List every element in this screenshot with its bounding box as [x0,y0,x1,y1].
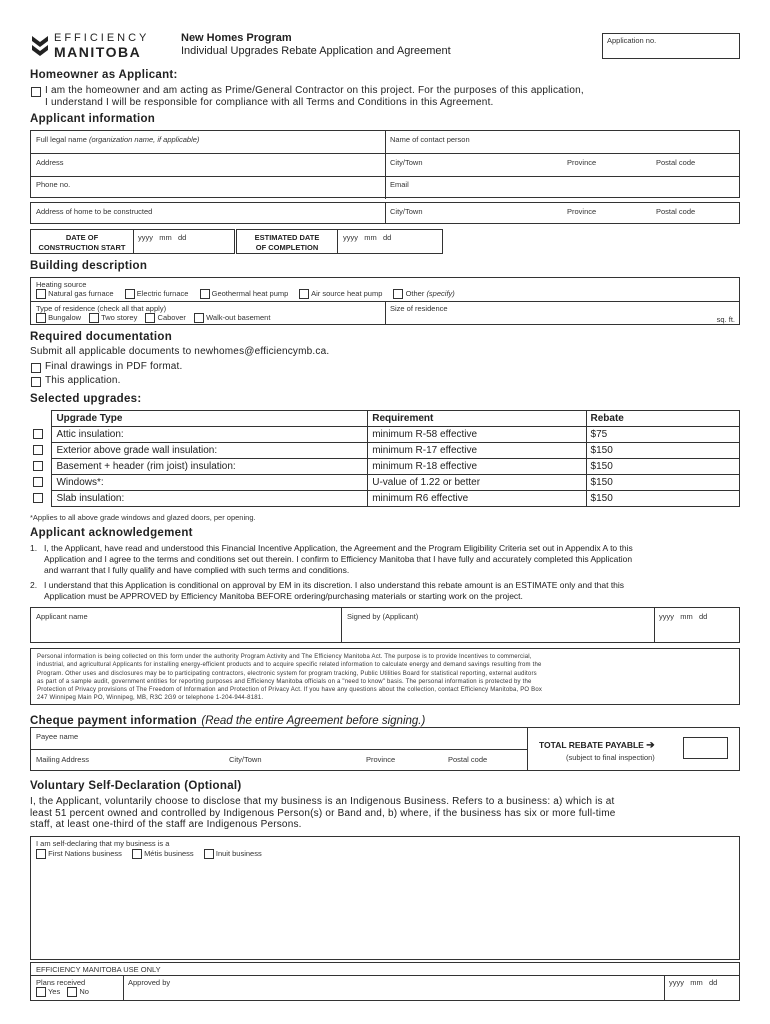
approved-date-field[interactable]: yyyy mm dd [669,978,718,987]
residence-cabover-label: Cabover [157,313,186,322]
heating-electric-label: Electric furnace [136,289,189,298]
upgrade-type: Windows*: [52,475,368,491]
plans-no-checkbox[interactable] [67,987,77,997]
upgrades-heading: Selected upgrades: [30,393,142,405]
upgrade-basement-checkbox[interactable] [33,461,43,471]
metis-checkbox[interactable] [132,849,142,859]
mailing-address-field[interactable]: Mailing Address [36,755,89,764]
upgrade-requirement: minimum R-17 effective [368,443,586,459]
heating-natural-gas-checkbox[interactable] [36,289,46,299]
cheque-province-field[interactable]: Province [366,755,396,764]
plans-yes-label: Yes [47,987,61,996]
heating-source-label: Heating source [36,280,87,289]
cheque-heading-note: (Read the entire Agreement before signing.) [201,715,426,727]
total-rebate-label [539,740,655,751]
program-subtitle: Individual Upgrades Rebate Application and Agreement [181,45,451,57]
home-postal-field[interactable]: Postal code [656,207,696,216]
upgrades-footnote: *Applies to all above grade windows and glazed doors, per opening. [30,513,256,522]
ack-item2-line1: I understand that this Application is conditional on approval by EM in its discretion. I also understand this rebate amount is an ESTIMATE only and that this [44,580,625,590]
office-use-box [30,962,740,1001]
completion-date-label [237,233,337,253]
applicant-name-field[interactable]: Applicant name [36,612,88,621]
upgrade-type: Slab insulation: [52,491,368,507]
privacy-line6: 247 Winnipeg Main PO, Winnipeg, MB, R3C 2G9 or telephone 1-204-944-8181. [37,695,264,702]
homeowner-statement-line2: I understand I will be responsible for compliance with all Terms and Conditions in this Agreement. [45,97,494,108]
heating-natural-gas-label: Natural gas furnace [48,289,114,298]
home-city-field[interactable]: City/Town [390,207,423,216]
homeowner-statement-line1: I am the homeowner and am acting as Prime/General Contractor on this project. For the purposes of this application, [45,85,584,96]
residence-two-storey-label: Two storey [101,313,138,322]
first-nations-label: First Nations business [48,849,122,858]
heating-other-label: Other [405,289,425,298]
ack-item1-line3: and warrant that I fully qualify and have complied with such terms and conditions. [44,565,350,575]
heating-air-source-label: Air source heat pump [311,289,383,298]
upgrade-rebate: $150 [586,443,739,459]
completion-label-line2: OF COMPLETION [255,243,319,252]
cheque-heading-text: Cheque payment information [30,715,197,727]
postal-code-field[interactable]: Postal code [656,158,696,167]
residence-type-label: Type of residence (check all that apply) [36,304,167,313]
upgrade-windows-checkbox[interactable] [33,477,43,487]
signature-field[interactable]: Signed by (Applicant) [347,612,419,621]
homeowner-heading: Homeowner as Applicant: [30,69,178,81]
payee-name-field[interactable]: Payee name [36,732,79,741]
size-of-residence-field[interactable] [390,304,735,322]
upgrade-type: Basement + header (rim joist) insulation: [52,459,368,475]
logo-line1: EFFICIENCY [54,32,150,44]
self-declaration-box [30,836,740,960]
total-rebate-text: TOTAL REBATE PAYABLE [539,740,644,750]
first-nations-checkbox[interactable] [36,849,46,859]
documentation-heading: Required documentation [30,331,173,343]
cheque-postal-field[interactable]: Postal code [448,755,488,764]
upgrade-attic-checkbox[interactable] [33,429,43,439]
applicant-info-heading: Applicant information [30,113,156,125]
completion-label-line1: ESTIMATED DATE [254,233,320,242]
office-use-heading: EFFICIENCY MANITOBA USE ONLY [36,965,161,974]
col-rebate: Rebate [586,411,739,427]
upgrades-table [30,410,740,507]
acknowledgement-heading: Applicant acknowledgement [30,527,193,539]
heating-other-specify: (specify) [426,289,455,298]
residence-walkout-checkbox[interactable] [194,313,204,323]
upgrade-requirement: U-value of 1.22 or better [368,475,586,491]
inuit-label: Inuit business [215,849,262,858]
voluntary-line1: I, the Applicant, voluntarily choose to disclose that my business is an Indigenous Business. Refers to a business: a) which is at [30,796,615,807]
table-row [30,491,740,507]
doc-application-checkbox[interactable] [31,377,41,387]
cheque-form [30,727,740,771]
residence-bungalow-checkbox[interactable] [36,313,46,323]
heating-geothermal-checkbox[interactable] [200,289,210,299]
upgrade-requirement: minimum R6 effective [368,491,586,507]
address-field[interactable]: Address [36,158,64,167]
privacy-line1: Personal information is being collected on this form under the authority Program Activity and The Efficiency Manitoba Act. The purpose is to provide Incentives to commercial, [37,654,532,660]
heating-air-source-checkbox[interactable] [299,289,309,299]
upgrade-rebate: $150 [586,459,739,475]
total-rebate-input[interactable] [683,737,728,759]
size-of-residence-label: Size of residence [390,304,448,313]
voluntary-heading: Voluntary Self-Declaration (Optional) [30,780,242,792]
upgrade-requirement: minimum R-58 effective [368,427,586,443]
table-row [30,459,740,475]
doc-drawings-label: Final drawings in PDF format. [45,361,183,372]
upgrade-requirement: minimum R-18 effective [368,459,586,475]
logo [30,32,160,60]
indigenous-options [36,849,262,859]
province-field[interactable]: Province [567,158,597,167]
residence-cabover-checkbox[interactable] [145,313,155,323]
contact-name-label: Name of contact person [390,135,470,144]
residence-options [36,313,270,323]
email-field[interactable]: Email [390,180,409,189]
home-address-form [30,202,740,224]
table-row [30,475,740,491]
start-date-input[interactable]: yyyy mm dd [138,233,187,242]
voluntary-text [30,796,745,831]
heating-electric-checkbox[interactable] [125,289,135,299]
signature-date-field[interactable]: yyyy mm dd [659,612,708,621]
ack-item1-line2: Application and I agree to the terms and conditions set out therein. I confirm to Efficiency Manitoba that I have fully and accurately completed this Application [44,554,633,564]
full-legal-name-label: Full legal name [36,135,87,144]
building-form [30,277,740,325]
upgrades-header-row [30,411,740,427]
start-date-label-line2: CONSTRUCTION START [38,243,126,252]
col-upgrade-type: Upgrade Type [52,411,368,427]
total-rebate-note: (subject to final inspection) [566,753,655,762]
application-no-label: Application no. [607,36,657,45]
privacy-line2: industrial, and agricultural Applicants for installing energy-efficient products and to acquire specific related information to calculate energy and demand savings resulting from the [37,662,542,669]
application-no-field[interactable] [602,33,740,59]
ack-item2: 2. I understand that this Application is conditional on approval by EM in its discretion. I also understand this rebate amount is an ESTIMATE only and that this Application must be APPROVED by Efficiency Manitoba BEFORE ordering/purchasing materials or starting work on the project. [30,580,740,602]
completion-date-input[interactable]: yyyy mm dd [343,233,392,242]
approved-by-field[interactable]: Approved by [128,978,171,987]
size-unit: sq. ft. [716,315,735,324]
inuit-checkbox[interactable] [204,849,214,859]
contact-name-field[interactable] [390,135,735,151]
org-note: (organization name, if applicable) [88,135,200,144]
city-town-field[interactable]: City/Town [390,158,423,167]
heating-other-checkbox[interactable] [393,289,403,299]
upgrade-type: Exterior above grade wall insulation: [52,443,368,459]
start-date-label-line1: DATE OF [65,233,99,242]
cheque-city-field[interactable]: City/Town [229,755,262,764]
table-row [30,443,740,459]
privacy-notice [30,648,740,705]
completion-date [236,229,443,254]
upgrade-exterior-wall-checkbox[interactable] [33,445,43,455]
plans-yes-checkbox[interactable] [36,987,46,997]
building-heading: Building description [30,260,148,272]
ack-item1: 1. I, the Applicant, have read and understood this Financial Incentive Application, the Agreement and the Program Eligibility Criteria set out in Appendix A to this Application and I agree to the terms and conditions set out therein. I confirm to Efficiency Manitoba that I have fully and accurately completed this Application and warrant that I fully qualify and have complied with such terms and conditions. [30,543,740,576]
doc-application-label: This application. [45,375,121,386]
plans-received-label: Plans received [36,978,86,987]
self-declaring-label: I am self-declaring that my business is a [36,839,170,848]
residence-two-storey-checkbox[interactable] [89,313,99,323]
full-legal-name-field[interactable] [36,135,381,151]
privacy-line4: as part of a sample audit, government entities for reporting purposes and Efficiency Manitoba officials on a "need to know" basis. The personal information is protected by the [37,678,532,685]
homeowner-checkbox[interactable] [31,87,41,97]
program-title: New Homes Program [181,32,292,44]
arrow-right-icon: ➔ [646,740,655,751]
plans-no-label: No [79,987,89,996]
residence-bungalow-label: Bungalow [48,313,82,322]
phone-field[interactable]: Phone no. [36,180,71,189]
ack-item2-line2: Application must be APPROVED by Efficiency Manitoba BEFORE ordering/purchasing materials or starting work on the project. [44,591,523,601]
heating-options [36,289,455,299]
logo-line2: MANITOBA [54,44,142,60]
residence-walkout-label: Walk-out basement [206,313,271,322]
efficiency-manitoba-chevron-icon [30,34,50,60]
upgrade-rebate: $150 [586,475,739,491]
ack-item1-line1: I, the Applicant, have read and understood this Financial Incentive Application, the Agreement and the Program Eligibility Criteria set out in Appendix A to this [44,543,633,553]
upgrade-rebate: $150 [586,491,739,507]
upgrade-rebate: $75 [586,427,739,443]
privacy-line5: Protection of Privacy provisions of The Freedom of Information and Protection of Privacy Act. If you have any questions about the collection, contact Efficiency Manitoba, PO Box [37,687,543,694]
table-row [30,427,740,443]
home-province-field[interactable]: Province [567,207,597,216]
applicant-info-form [30,130,740,198]
start-date-label [31,233,133,253]
home-address-field[interactable]: Address of home to be constructed [36,207,153,216]
plans-received-options [36,987,89,997]
voluntary-line3: staff, at least one-third of the staff are Indigenous Persons. [30,819,302,830]
col-requirement: Requirement [368,411,586,427]
heating-geothermal-label: Geothermal heat pump [211,289,289,298]
privacy-line3: Program. Other uses and disclosures may be to participating contractors, electronic system for program tracking, Public Utilities Board for statistical reporting, external auditors [37,670,537,677]
doc-drawings-checkbox[interactable] [31,363,41,373]
documentation-intro: Submit all applicable documents to newhomes@efficiencymb.ca. [30,346,330,357]
signature-row [30,607,740,643]
voluntary-line2: least 51 percent owned and controlled by Indigenous Person(s) or Band and, b) where, if the business has six or more full-time [30,807,616,819]
upgrade-slab-checkbox[interactable] [33,493,43,503]
upgrade-type: Attic insulation: [52,427,368,443]
construction-start-date [30,229,235,254]
metis-label: Métis business [144,849,194,858]
